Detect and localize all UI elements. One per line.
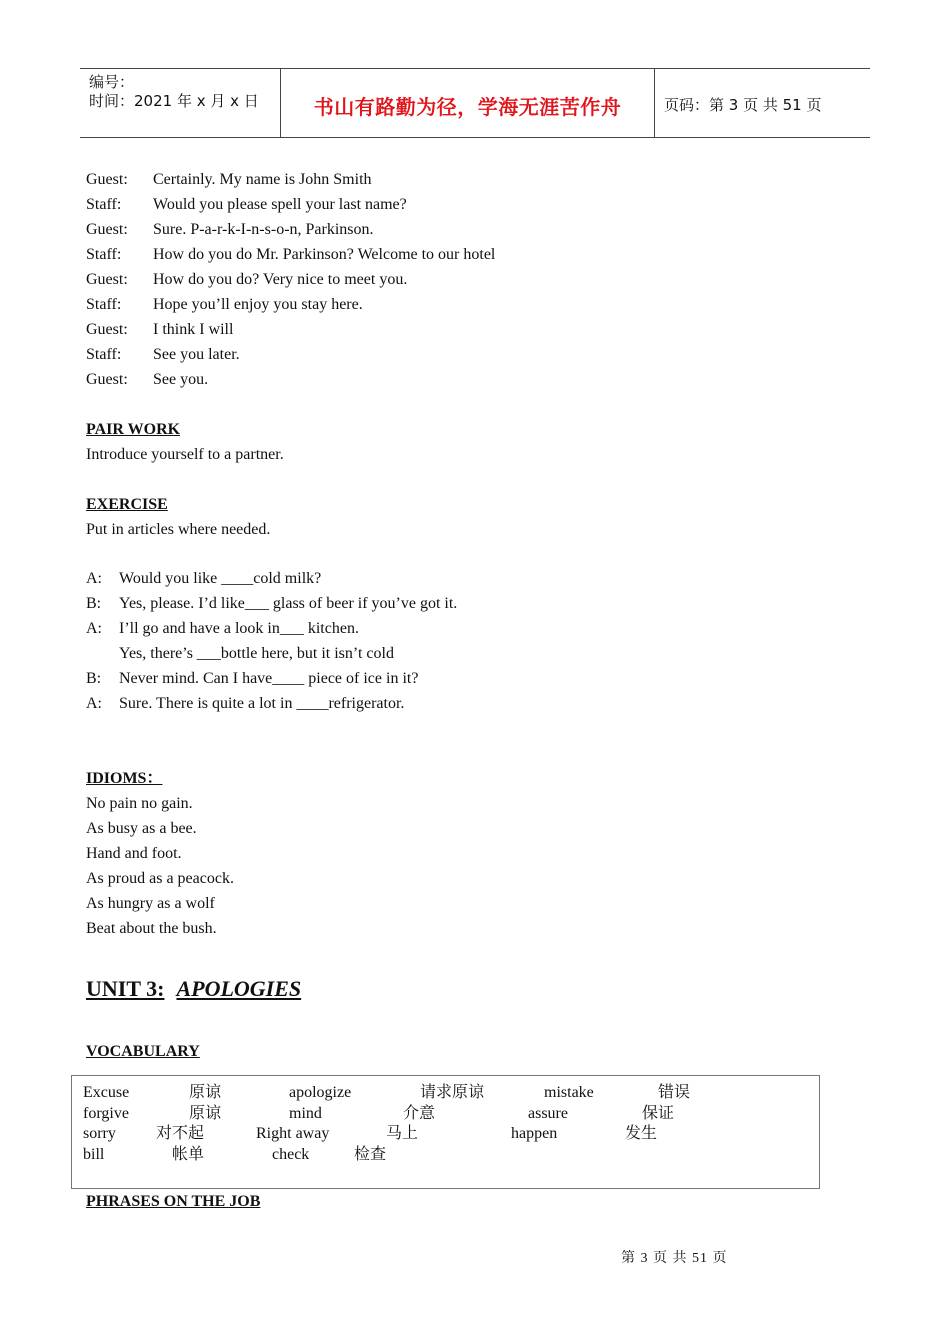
dialogue-line: I think I will bbox=[153, 321, 234, 338]
vocab-meaning: 错误 bbox=[658, 1084, 691, 1101]
dialogue-speaker: Staff: bbox=[86, 296, 122, 313]
exercise-speaker: A: bbox=[86, 620, 102, 637]
unit-title bbox=[86, 976, 301, 1002]
vocab-meaning: 原谅 bbox=[189, 1105, 222, 1122]
exercise-line: Would you like ____cold milk? bbox=[119, 570, 322, 587]
exercise-line: Never mind. Can I have____ piece of ice in it? bbox=[119, 670, 419, 687]
page-footer: 第 3 页 共 51 页 bbox=[621, 1251, 728, 1266]
idiom-item: Hand and foot. bbox=[86, 845, 182, 862]
vocab-word: happen bbox=[511, 1125, 558, 1142]
exercise-speaker: B: bbox=[86, 670, 102, 687]
idiom-item: No pain no gain. bbox=[86, 795, 193, 812]
vocab-meaning: 检查 bbox=[354, 1146, 387, 1163]
header-page-number: 页码：第 3 页 共 51 页 bbox=[664, 96, 822, 114]
pair-work-text: Introduce yourself to a partner. bbox=[86, 446, 284, 463]
dialogue-line: How do you do Mr. Parkinson? Welcome to our hotel bbox=[153, 246, 496, 263]
pair-work-heading: PAIR WORK bbox=[86, 421, 181, 438]
dialogue-line: Certainly. My name is John Smith bbox=[153, 171, 372, 188]
vocabulary-table bbox=[71, 1075, 820, 1189]
unit-label: UNIT 3: bbox=[86, 976, 165, 1001]
exercise-line: Yes, please. I’d like___ glass of beer if you’ve got it. bbox=[119, 595, 458, 612]
vocab-meaning: 对不起 bbox=[156, 1125, 205, 1142]
vocab-word: Excuse bbox=[83, 1084, 130, 1101]
header-motto-cell bbox=[280, 69, 655, 137]
document-date-label: 时间：2021 年 x 月 x 日 bbox=[89, 92, 259, 110]
vocab-meaning: 发生 bbox=[625, 1125, 658, 1142]
phrases-heading: PHRASES ON THE JOB bbox=[86, 1193, 261, 1210]
vocab-word: apologize bbox=[289, 1084, 352, 1101]
vocab-meaning: 请求原谅 bbox=[420, 1084, 485, 1101]
dialogue-speaker: Staff: bbox=[86, 246, 122, 263]
dialogue-line: How do you do? Very nice to meet you. bbox=[153, 271, 408, 288]
vocab-word: mind bbox=[289, 1105, 322, 1122]
idiom-item: As busy as a bee. bbox=[86, 820, 197, 837]
idiom-item: Beat about the bush. bbox=[86, 920, 217, 937]
exercise-speaker: A: bbox=[86, 695, 102, 712]
page-header bbox=[80, 68, 870, 138]
vocab-word: check bbox=[272, 1146, 310, 1163]
exercise-line: Yes, there’s ___bottle here, but it isn’t cold bbox=[119, 645, 394, 662]
exercise-instruction: Put in articles where needed. bbox=[86, 521, 271, 538]
vocabulary-heading: VOCABULARY bbox=[86, 1043, 200, 1060]
exercise-line: I’ll go and have a look in___ kitchen. bbox=[119, 620, 359, 637]
exercise-heading: EXERCISE bbox=[86, 496, 168, 513]
vocab-meaning: 保证 bbox=[642, 1105, 675, 1122]
dialogue-line: Would you please spell your last name? bbox=[153, 196, 407, 213]
vocab-meaning: 帐单 bbox=[172, 1146, 205, 1163]
dialogue-speaker: Guest: bbox=[86, 271, 128, 288]
vocab-word: bill bbox=[83, 1146, 105, 1163]
vocab-word: forgive bbox=[83, 1105, 129, 1122]
vocab-word: assure bbox=[528, 1105, 568, 1122]
dialogue-speaker: Guest: bbox=[86, 221, 128, 238]
header-page-cell bbox=[654, 69, 870, 137]
header-meta-cell bbox=[80, 69, 280, 137]
dialogue-speaker: Guest: bbox=[86, 321, 128, 338]
unit-topic: APOLOGIES bbox=[176, 976, 302, 1001]
dialogue-line: See you. bbox=[153, 371, 209, 388]
vocab-meaning: 介意 bbox=[403, 1105, 436, 1122]
dialogue-speaker: Guest: bbox=[86, 171, 128, 188]
dialogue-speaker: Guest: bbox=[86, 371, 128, 388]
dialogue-speaker: Staff: bbox=[86, 346, 122, 363]
vocab-word: mistake bbox=[544, 1084, 594, 1101]
header-motto: 书山有路勤为径，学海无涯苦作舟 bbox=[313, 95, 622, 119]
document-number-label: 编号： bbox=[89, 73, 135, 91]
vocab-word: Right away bbox=[256, 1125, 330, 1142]
exercise-line: Sure. There is quite a lot in ____refrigerator. bbox=[119, 695, 405, 712]
vocab-meaning: 原谅 bbox=[189, 1084, 222, 1101]
idiom-item: As hungry as a wolf bbox=[86, 895, 215, 912]
idiom-item: As proud as a peacock. bbox=[86, 870, 234, 887]
dialogue-speaker: Staff: bbox=[86, 196, 122, 213]
exercise-speaker: B: bbox=[86, 595, 102, 612]
vocab-meaning: 马上 bbox=[386, 1125, 419, 1142]
dialogue-line: See you later. bbox=[153, 346, 240, 363]
dialogue-line: Sure. P-a-r-k-I-n-s-o-n, Parkinson. bbox=[153, 221, 374, 238]
dialogue-line: Hope you’ll enjoy you stay here. bbox=[153, 296, 363, 313]
exercise-speaker: A: bbox=[86, 570, 102, 587]
idioms-heading: IDIOMS： bbox=[86, 770, 163, 787]
vocab-word: sorry bbox=[83, 1125, 116, 1142]
